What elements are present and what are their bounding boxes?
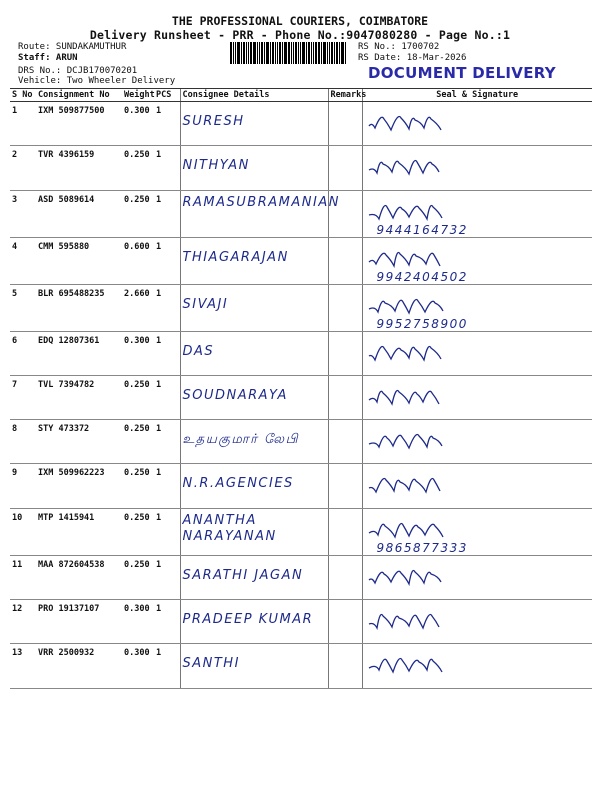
consignee-name: SIVAJI	[182, 296, 229, 312]
row-pcs: 1	[154, 102, 180, 146]
consignee-name: SOUDNARAYA	[182, 387, 288, 403]
row-sno: 2	[10, 146, 36, 190]
row-consignment-no: TVR 4396159	[36, 146, 122, 190]
barcode-bar	[246, 42, 247, 64]
row-weight: 0.250	[122, 420, 154, 464]
row-signature-cell	[362, 644, 592, 688]
row-consignment-no: TVL 7394782	[36, 375, 122, 419]
signature-phone: 9865877333	[376, 540, 468, 555]
row-sno: 9	[10, 464, 36, 508]
col-consignee: Consignee Details	[180, 89, 328, 102]
barcode-bar	[339, 42, 340, 64]
table-row	[10, 284, 592, 331]
signature-scribble	[365, 248, 515, 270]
barcode-bar	[298, 42, 299, 64]
rs-number: RS No.: 1700702	[358, 42, 440, 52]
row-consignment-no: CMM 595880	[36, 237, 122, 284]
signature-scribble	[365, 566, 515, 588]
signature-scribble	[365, 295, 515, 317]
row-sno: 5	[10, 284, 36, 331]
row-sno: 4	[10, 237, 36, 284]
signature-scribble	[365, 156, 515, 178]
barcode-bar	[275, 42, 276, 64]
table-row	[10, 146, 592, 190]
row-weight: 2.660	[122, 284, 154, 331]
barcode-bar	[302, 42, 305, 64]
row-consignment-no: ASD 5089614	[36, 190, 122, 237]
row-pcs: 1	[154, 644, 180, 688]
barcode-bar	[293, 42, 294, 64]
barcode-bar	[329, 42, 330, 64]
table-row	[10, 508, 592, 555]
barcode-bar	[261, 42, 263, 64]
table-row	[10, 102, 592, 146]
signature-scribble	[365, 342, 515, 364]
row-consignee-cell	[180, 644, 328, 688]
col-consignment: Consignment No	[36, 89, 122, 102]
row-signature-cell	[362, 420, 592, 464]
barcode-bar	[318, 42, 320, 64]
row-sno: 7	[10, 375, 36, 419]
consignee-name: SURESH	[182, 114, 245, 129]
signature-scribble	[365, 112, 515, 134]
consignee-name: N.R.AGENCIES	[182, 476, 294, 492]
row-pcs: 1	[154, 508, 180, 555]
table-row	[10, 600, 592, 644]
barcode-bar	[264, 42, 265, 64]
barcode-bar	[313, 42, 314, 64]
barcode-bar	[295, 42, 297, 64]
barcode-bar	[321, 42, 322, 64]
rs-date: RS Date: 18-Mar-2026	[358, 53, 467, 63]
barcode-bar	[279, 42, 281, 64]
signature-scribble	[365, 610, 515, 632]
row-weight: 0.250	[122, 555, 154, 599]
row-signature-cell	[362, 464, 592, 508]
row-consignment-no: EDQ 12807361	[36, 331, 122, 375]
vehicle-label: Vehicle: Two Wheeler Delivery	[18, 76, 176, 86]
table-row	[10, 375, 592, 419]
col-pcs: PCS	[154, 89, 180, 102]
consignee-name: உதயகுமார் லேபி	[182, 432, 299, 448]
barcode-bar	[291, 42, 292, 64]
table-row	[10, 331, 592, 375]
barcode-bar	[282, 42, 283, 64]
barcode-bar	[308, 42, 310, 64]
barcode-bar	[241, 42, 242, 64]
row-weight: 0.600	[122, 237, 154, 284]
consignee-name: SANTHI	[182, 656, 240, 672]
table-row	[10, 464, 592, 508]
consignee-name: PRADEEP KUMAR	[182, 612, 314, 628]
row-remarks	[328, 464, 362, 508]
row-pcs: 1	[154, 555, 180, 599]
row-pcs: 1	[154, 600, 180, 644]
barcode-bar	[327, 42, 328, 64]
runsheet-subtitle: Delivery Runsheet - PRR - Phone No.:9047080280 - Page No.:1	[89, 28, 511, 42]
row-consignee-cell	[180, 555, 328, 599]
table-row	[10, 237, 592, 284]
barcode-bar	[345, 42, 346, 64]
row-remarks	[328, 600, 362, 644]
barcode-bar	[288, 42, 290, 64]
row-signature-cell	[362, 331, 592, 375]
signature-scribble	[365, 430, 515, 452]
row-weight: 0.250	[122, 464, 154, 508]
col-weight: Weight	[124, 90, 155, 100]
row-consignee-cell	[180, 237, 328, 284]
consignee-name: DAS	[182, 343, 215, 359]
row-consignment-no: STY 473372	[36, 420, 122, 464]
row-consignee-cell	[180, 464, 328, 508]
signature-phone: 9952758900	[376, 316, 468, 331]
signature-phone: 9444164732	[376, 222, 468, 237]
table-header-row	[10, 89, 592, 102]
row-remarks	[328, 420, 362, 464]
barcode-bar	[270, 42, 271, 64]
consignee-name: SARATHI JAGAN	[182, 567, 304, 583]
barcode-bar	[257, 42, 258, 64]
barcode-bar	[341, 42, 344, 64]
company-title: THE PROFESSIONAL COURIERS, COIMBATORE	[171, 14, 429, 28]
barcode-bar	[331, 42, 333, 64]
consignee-name: NITHYAN	[182, 158, 250, 174]
barcode-bar	[315, 42, 317, 64]
row-sno: 6	[10, 331, 36, 375]
row-weight: 0.250	[122, 190, 154, 237]
row-pcs: 1	[154, 375, 180, 419]
document-delivery-stamp: DOCUMENT DELIVERY	[368, 64, 556, 82]
row-remarks	[328, 375, 362, 419]
barcode-bar	[323, 42, 326, 64]
row-consignment-no: PRO 19137107	[36, 600, 122, 644]
barcode-bar	[272, 42, 274, 64]
row-consignment-no: IXM 509962223	[36, 464, 122, 508]
barcode-bar	[306, 42, 307, 64]
barcode-bar	[266, 42, 269, 64]
row-consignee-cell	[180, 190, 340, 237]
barcode	[230, 42, 354, 64]
row-pcs: 1	[154, 331, 180, 375]
row-consignment-no: BLR 695488235	[36, 284, 122, 331]
table-row	[10, 644, 592, 688]
barcode-bar	[277, 42, 278, 64]
barcode-bar	[300, 42, 301, 64]
row-consignee-cell	[180, 102, 328, 146]
barcode-bar	[233, 42, 234, 64]
signature-scribble	[365, 654, 515, 676]
row-signature-cell	[362, 190, 592, 237]
barcode-bar	[248, 42, 249, 64]
row-consignee-cell	[180, 600, 328, 644]
row-pcs: 1	[154, 146, 180, 190]
row-weight: 0.300	[122, 644, 154, 688]
consignee-name: RAMASUBRAMANIAN	[182, 194, 340, 210]
row-consignee-cell	[180, 331, 328, 375]
barcode-bar	[259, 42, 260, 64]
row-consignment-no: IXM 509877500	[36, 102, 122, 146]
drs-number: DRS No.: DCJB170070201	[18, 66, 138, 76]
row-sno: 11	[10, 555, 36, 599]
barcode-bar	[334, 42, 335, 64]
row-weight: 0.300	[122, 102, 154, 146]
row-signature-cell	[362, 237, 592, 284]
row-pcs: 1	[154, 237, 180, 284]
row-remarks	[328, 555, 362, 599]
barcode-bar	[250, 42, 252, 64]
barcode-bar	[237, 42, 240, 64]
row-consignment-no: VRR 2500932	[36, 644, 122, 688]
row-sno: 1	[10, 102, 36, 146]
row-signature-cell	[362, 146, 592, 190]
barcode-bar	[243, 42, 245, 64]
row-sno: 8	[10, 420, 36, 464]
row-consignment-no: MAA 872604538	[36, 555, 122, 599]
row-consignee-cell	[180, 508, 328, 555]
row-consignment-no: MTP 1415941	[36, 508, 122, 555]
signature-scribble	[365, 519, 515, 541]
row-consignee-cell	[180, 420, 328, 464]
row-consignee-cell	[180, 146, 328, 190]
col-sno: S No	[10, 89, 36, 102]
table-row	[10, 420, 592, 464]
barcode-bar	[311, 42, 312, 64]
row-sno: 10	[10, 508, 36, 555]
row-weight: 0.250	[122, 146, 154, 190]
runsheet-table	[10, 88, 592, 689]
row-signature-cell	[362, 102, 592, 146]
col-signature: Seal & Signature	[362, 89, 592, 102]
row-remarks	[328, 102, 362, 146]
col-remarks: Remarks	[328, 89, 362, 102]
signature-scribble	[365, 474, 515, 496]
barcode-bar	[284, 42, 287, 64]
row-sno: 12	[10, 600, 36, 644]
signature-scribble	[365, 201, 515, 223]
row-signature-cell	[362, 375, 592, 419]
signature-scribble	[365, 386, 515, 408]
row-signature-cell	[362, 284, 592, 331]
row-consignee-cell	[180, 375, 328, 419]
row-weight: 0.250	[122, 375, 154, 419]
row-weight: 0.250	[122, 508, 154, 555]
row-remarks	[328, 284, 362, 331]
barcode-bar	[235, 42, 236, 64]
signature-phone: 9942404502	[376, 269, 468, 284]
table-row	[10, 555, 592, 599]
row-signature-cell	[362, 555, 592, 599]
row-pcs: 1	[154, 464, 180, 508]
row-weight: 0.300	[122, 600, 154, 644]
row-remarks	[328, 237, 362, 284]
row-remarks	[328, 508, 362, 555]
row-signature-cell	[362, 600, 592, 644]
barcode-bar	[336, 42, 338, 64]
row-sno: 13	[10, 644, 36, 688]
row-remarks	[328, 146, 362, 190]
row-signature-cell	[362, 508, 592, 555]
row-pcs: 1	[154, 190, 180, 237]
table-row	[10, 190, 592, 237]
row-remarks	[328, 331, 362, 375]
row-consignee-cell	[180, 284, 328, 331]
row-pcs: 1	[154, 284, 180, 331]
row-pcs: 1	[154, 420, 180, 464]
row-sno: 3	[10, 190, 36, 237]
consignee-name: ANANTHA NARAYANAN	[182, 512, 277, 544]
consignee-name: THIAGARAJAN	[182, 249, 289, 265]
barcode-bar	[230, 42, 232, 64]
row-weight: 0.300	[122, 331, 154, 375]
row-remarks	[328, 644, 362, 688]
staff-label: Staff: ARUN	[18, 53, 78, 63]
route-label: Route: SUNDAKAMUTHUR	[18, 42, 127, 52]
barcode-bar	[253, 42, 256, 64]
